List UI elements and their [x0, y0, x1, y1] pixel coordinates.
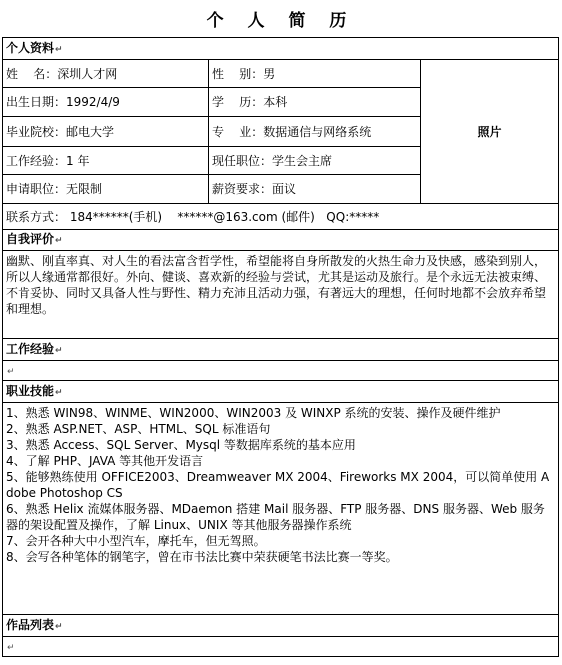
education-value: 本科 [263, 95, 288, 109]
major-label: 专 业： [212, 124, 264, 139]
gender-value: 男 [263, 66, 276, 81]
experience-value: 1 年 [66, 153, 90, 168]
contact-text: 联系方式： 184******(手机) ******@163.com (邮件) QQ:***** [6, 209, 380, 224]
major-cell [209, 117, 421, 147]
photo-label: 照片 [477, 124, 502, 139]
school-cell [3, 117, 209, 147]
birth-cell [3, 88, 209, 117]
section-work-exp-label: 工作经验 [6, 341, 55, 356]
salary-value: 面议 [272, 182, 297, 196]
self-eval-body [3, 251, 559, 339]
self-eval-text: 幽默、刚直率真、对人生的看法富含哲学性，希望能将自身所散发的火热生命力及快感，感染到别人，所以人缘通常都很好。外向、健谈、喜欢新的经验与尝试，尤其是运动及旅行。是个永远无法被束缚、不肯妥协、同时又具备人性与野性、精力充沛且活动力强，有著远大的理想，任何时地都不会放弃希望和理想。 [6, 254, 547, 316]
apply-position-cell [3, 175, 209, 204]
current-position-value: 学生会主席 [272, 153, 333, 168]
skill-item: 7、会开各种大中小型汽车，摩托车，但无驾照。 [6, 534, 266, 548]
salary-cell [209, 175, 421, 204]
education-cell [209, 88, 421, 117]
current-position-cell [209, 147, 421, 175]
skill-item: 1、熟悉 WIN98、WINME、WIN2000、WIN2003 及 WINXP 系统的安装、操作及硬件维护 [6, 406, 501, 420]
experience-label: 工作经验： [6, 153, 67, 168]
name-label: 姓 名： [6, 66, 58, 81]
skill-item: 3、熟悉 Access、SQL Server、Mysql 等数据库系统的基本应用 [6, 438, 356, 452]
contact-row [3, 204, 559, 230]
gender-cell [209, 60, 421, 88]
name-value: 深圳人才网 [57, 66, 118, 81]
apply-position-label: 申请职位： [6, 182, 67, 196]
paragraph-mark: ↵ [55, 345, 63, 356]
school-label: 毕业院校： [6, 124, 67, 139]
skills-body [3, 403, 559, 615]
major-value: 数据通信与网络系统 [263, 124, 372, 139]
document-title: 个 人 简 历 [206, 11, 356, 31]
paragraph-mark: ↵ [55, 387, 63, 398]
works-body [3, 637, 559, 657]
apply-position-value: 无限制 [66, 182, 103, 196]
section-personal-label: 个人资料 [6, 40, 55, 55]
section-skills-label: 职业技能 [6, 383, 55, 398]
name-cell [3, 60, 209, 88]
section-personal [3, 38, 559, 60]
work-exp-body [3, 361, 559, 381]
salary-label: 薪资要求： [212, 182, 273, 196]
education-label: 学 历： [212, 95, 264, 109]
section-self-eval-label: 自我评价 [6, 232, 55, 246]
skill-item: 5、能够熟练使用 OFFICE2003、Dreamweaver MX 2004、Fireworks MX 2004，可以简单使用 Adobe Photoshop CS [6, 470, 550, 500]
section-works-label: 作品列表 [6, 617, 55, 632]
resume-table [2, 37, 559, 657]
birth-value: 1992/4/9 [66, 95, 120, 109]
paragraph-mark: ↵ [7, 642, 15, 653]
section-works [3, 615, 559, 637]
skill-item: 6、熟悉 Helix 流媒体服务器、MDaemon 搭建 Mail 服务器、FTP 服务器、DNS 服务器、Web 服务器的架设配置及操作，了解 Linux、UNIX 等其他服务器操作系统 [6, 502, 545, 532]
current-position-label: 现任职位： [212, 153, 273, 168]
skill-item: 4、了解 PHP、JAVA 等其他开发语言 [6, 454, 204, 468]
paragraph-mark: ↵ [55, 621, 63, 632]
photo-cell [421, 60, 559, 204]
skill-item: 2、熟悉 ASP.NET、ASP、HTML、SQL 标准语句 [6, 422, 271, 436]
paragraph-mark: ↵ [7, 366, 15, 377]
gender-label: 性 别： [212, 66, 264, 81]
birth-label: 出生日期： [6, 95, 67, 109]
skill-item: 8、会写各种笔体的钢笔字，曾在市书法比赛中荣获硬笔书法比赛一等奖。 [6, 550, 398, 564]
section-skills [3, 381, 559, 403]
section-self-eval [3, 230, 559, 251]
school-value: 邮电大学 [66, 124, 115, 139]
paragraph-mark: ↵ [55, 44, 63, 55]
section-work-exp [3, 339, 559, 361]
paragraph-mark: ↵ [55, 236, 63, 246]
experience-cell [3, 147, 209, 175]
